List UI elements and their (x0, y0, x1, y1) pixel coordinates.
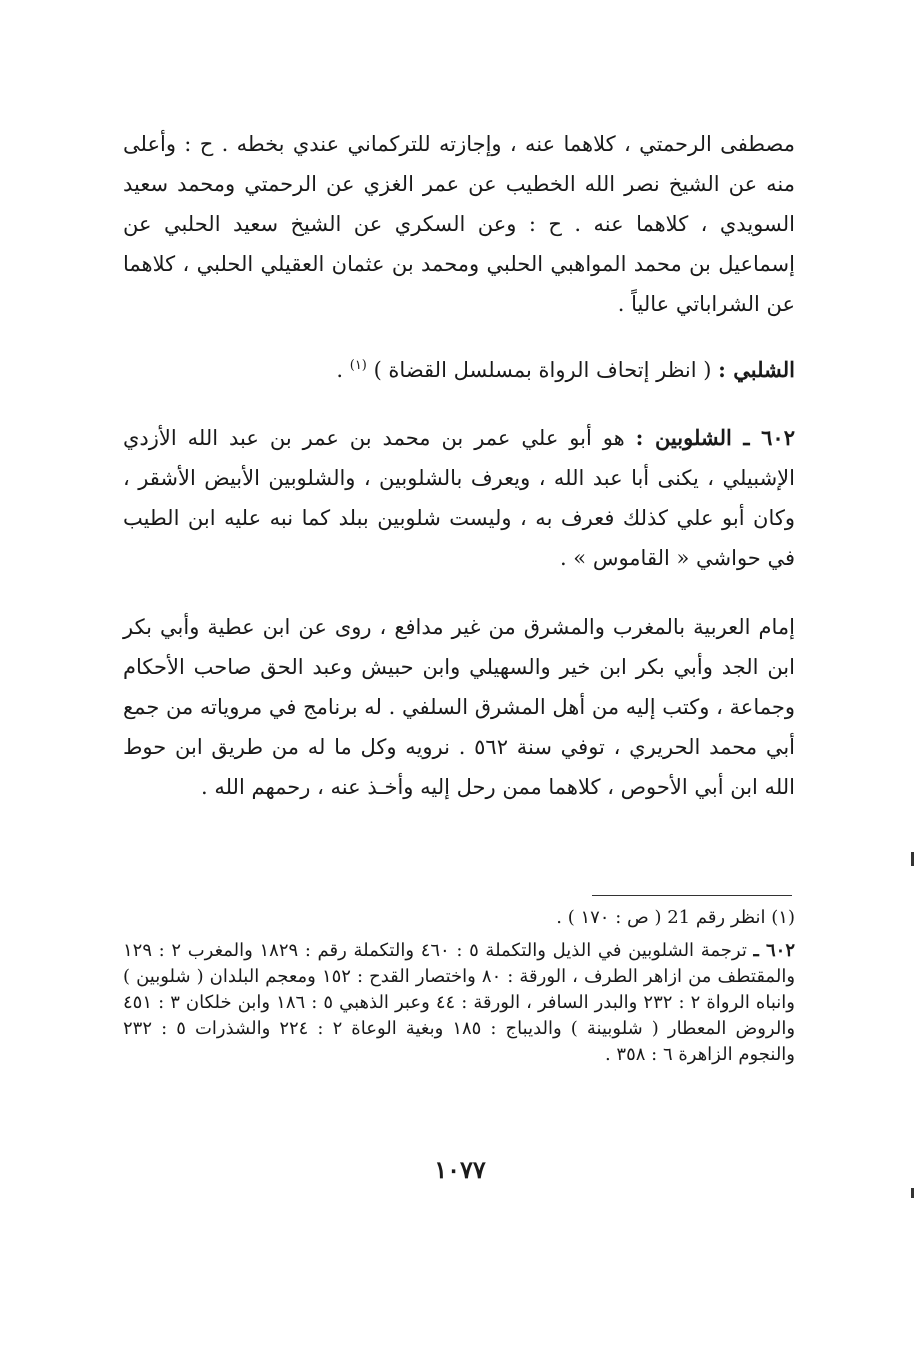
paragraph-shalabi-entry (123, 350, 795, 390)
paragraph-chain-of-narration (123, 124, 795, 324)
paragraph-shalawbin-entry (123, 418, 795, 578)
footnote-text: ترجمة الشلوبين في الذيل والتكملة ٥ : ٤٦٠ والتكملة رقم : ١٨٢٩ والمغرب ٢ : ١٢٩ والمقتطف من ازاهر الطرف ، الورقة : ٨٠ واختصار القدح : ١٥٢ ومعجم البلدان ( شلوبين ) وانباه الرواة ٢ : ٢٣٢ والبدر السافر ، الورقة : ٤٤ وعبر الذهبي ٥ : ١٨٦ وابن خلكان ٣ : ٤٥١ والروض المعطار ( شلوبينة ) والديباج : ١٨٥ وبغية الوعاة ٢ : ٢٢٤ والشذرات ٥ : ٢٣٢ والنجوم الزاهرة ٦ : ٣٥٨ . (123, 940, 796, 1065)
entry-text: هو أبو علي عمر بن محمد بن عمر بن عبد الله الأزدي الإشبيلي ، يكنى أبا عبد الله ، ويعرف بالشلوبين ، والشلوبين الأبيض الأشقر ، وكان أبو علي كذلك فعرف به ، وليست شلوبين ببلد كما نبه عليه ابن الطيب في حواشي « القاموس » . (123, 426, 795, 570)
entry-heading: الشلبي : (718, 357, 795, 382)
paragraph-biography (123, 607, 795, 807)
paragraph-text: إمام العربية بالمغرب والمشرق من غير مدافع ، روى عن ابن عطية وأبي بكر ابن الجد وأبي بكر ابن خير والسهيلي وابن حبيش وعبد الحق صاحب الأحكام وجماعة ، وكتب إليه من أهل المشرق السلفي . له برنامج في مروياته من جمع أبي محمد الحريري ، توفي سنة ٥٦٢ . نرويه وكل ما له من طريق ابن حوط الله ابن أبي الأحوص ، كلاهما ممن رحل إليه وأخـذ عنه ، رحمهم الله . (123, 615, 795, 799)
entry-heading: ٦٠٢ ـ الشلوبين : (635, 425, 795, 450)
page-number: ١٠٧٧ (434, 1155, 486, 1184)
margin-mark (911, 1188, 914, 1198)
footnote-text: (١) انظر رقم 21 ( ص : ١٧٠ ) . (556, 907, 795, 928)
footnote-divider (592, 895, 792, 896)
paragraph-text: مصطفى الرحمتي ، كلاهما عنه ، وإجازته للتركماني عندي بخطه . ح : وأعلى منه عن الشيخ نصر الله الخطيب عن عمر الغزي عن الرحمتي ومحمد سعيد السويدي ، كلاهما عنه . ح : وعن السكري عن الشيخ سعيد الحلبي عن إسماعيل بن محمد المواهبي الحلبي ومحمد بن عثمان العقيلي الحلبي ، كلاهما عن الشراباتي عالياً . (123, 132, 795, 316)
entry-text: ( انظر إتحاف الرواة بمسلسل القضاة ) (373, 358, 712, 382)
footnote-602 (123, 938, 795, 1068)
footnote-reference: (١) (349, 358, 367, 373)
entry-end: . (336, 358, 350, 382)
footnote-heading: ٦٠٢ ـ (753, 940, 795, 961)
footnote-1 (123, 902, 795, 934)
margin-mark (911, 852, 914, 866)
